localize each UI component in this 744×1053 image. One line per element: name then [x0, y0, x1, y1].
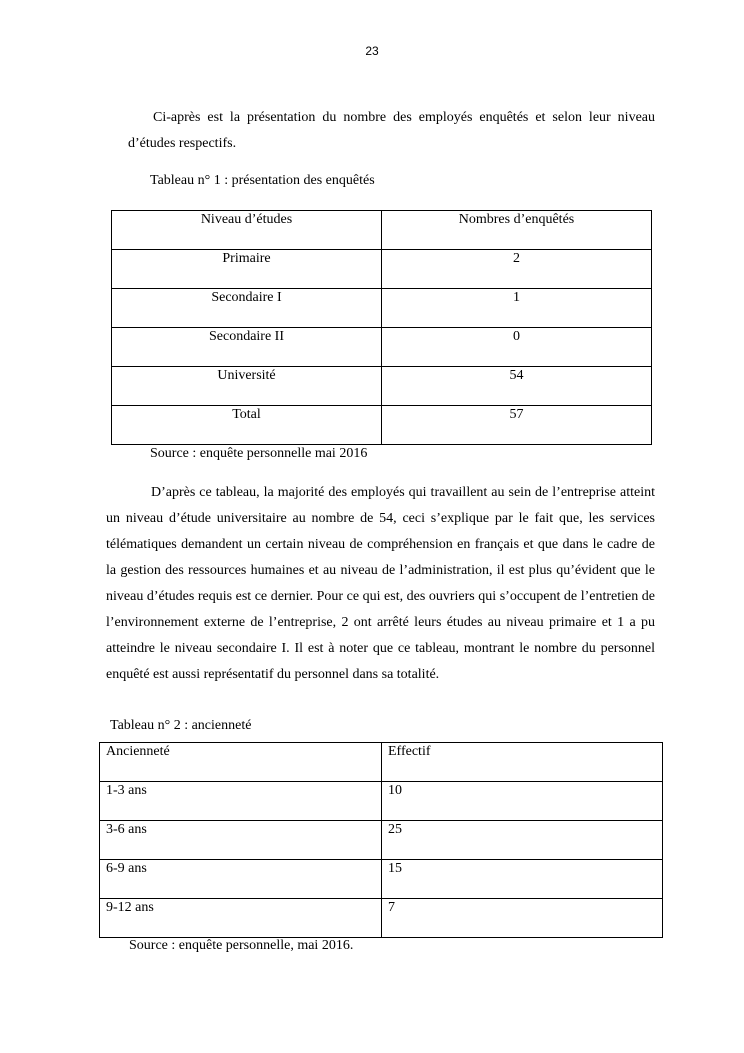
table-cell: 7	[382, 899, 663, 938]
table-cell: 2	[382, 250, 652, 289]
table2-seniority	[99, 742, 663, 938]
table-row	[100, 782, 663, 821]
table-row-total	[112, 406, 652, 445]
table-header-cell: Niveau d’études	[112, 211, 382, 250]
table-row	[100, 821, 663, 860]
table-cell: 0	[382, 328, 652, 367]
table-cell: 1-3 ans	[100, 782, 382, 821]
table-header-cell: Effectif	[382, 743, 663, 782]
table-header-cell: Nombres d’enquêtés	[382, 211, 652, 250]
table-cell: 54	[382, 367, 652, 406]
table-header-row	[112, 211, 652, 250]
table-cell: 6-9 ans	[100, 860, 382, 899]
table1-education-levels	[111, 210, 652, 445]
table-cell: 15	[382, 860, 663, 899]
table-cell: Secondaire II	[112, 328, 382, 367]
table2-source: Source : enquête personnelle, mai 2016.	[129, 938, 354, 953]
table-row	[100, 860, 663, 899]
table-row	[112, 328, 652, 367]
table-cell: Primaire	[112, 250, 382, 289]
table-cell: 1	[382, 289, 652, 328]
table1-caption: Tableau n° 1 : présentation des enquêtés	[150, 173, 375, 188]
table-cell: Total	[112, 406, 382, 445]
table-cell: 9-12 ans	[100, 899, 382, 938]
table-row	[112, 289, 652, 328]
table-row	[112, 250, 652, 289]
table-header-cell: Ancienneté	[100, 743, 382, 782]
table-cell: 57	[382, 406, 652, 445]
table-header-row	[100, 743, 663, 782]
analysis-paragraph: D’après ce tableau, la majorité des employés qui travaillent au sein de l’entreprise atteint un niveau d’étude universitaire au nombre de 54, ceci s’explique par le fait que, les services télématiques demandent un certain niveau de compréhension en français et que dans le cadre de la gestion des ressources humaines et au niveau de l’administration, il est plus qu’évident que le niveau d’études requis est ce dernier. Pour ce qui est, des ouvriers qui s’occupent de l’entretien de l’environnement externe de l’entreprise, 2 ont arrêté leurs études au niveau primaire et 1 a pu atteindre le niveau secondaire I. Il est à noter que ce tableau, montrant le nombre du personnel enquêté est aussi représentatif du personnel dans sa totalité.	[106, 485, 655, 682]
table-cell: Université	[112, 367, 382, 406]
table-cell: 3-6 ans	[100, 821, 382, 860]
table-row	[100, 899, 663, 938]
table-row	[112, 367, 652, 406]
table-cell: 10	[382, 782, 663, 821]
table-cell: 25	[382, 821, 663, 860]
table1-source: Source : enquête personnelle mai 2016	[150, 446, 368, 461]
intro-paragraph: Ci-après est la présentation du nombre des employés enquêtés et selon leur niveau d’études respectifs.	[128, 110, 655, 151]
page-number: 23	[365, 44, 379, 58]
table-cell: Secondaire I	[112, 289, 382, 328]
table2-caption: Tableau n° 2 : ancienneté	[110, 718, 252, 733]
